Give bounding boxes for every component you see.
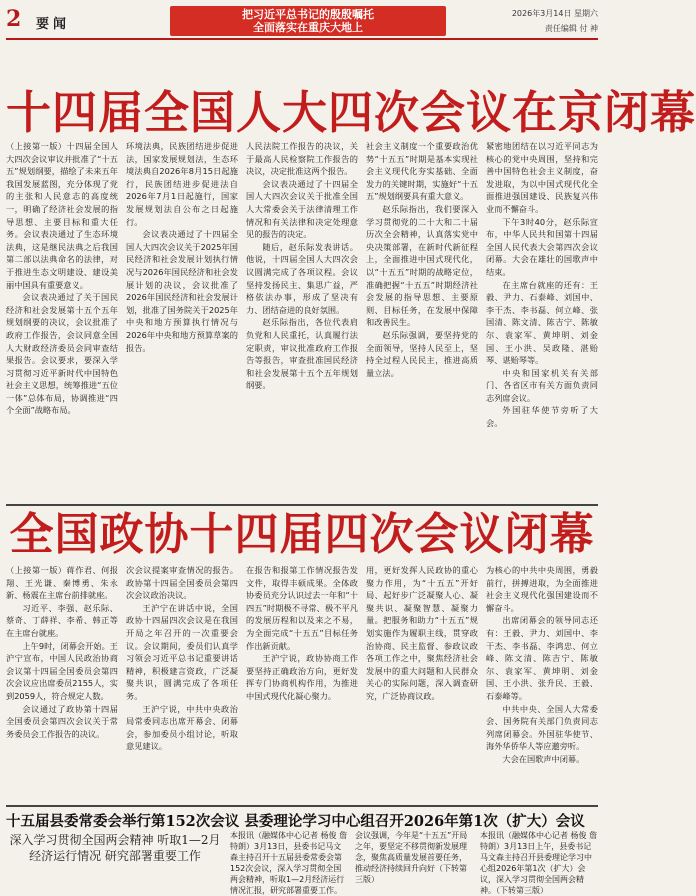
article-cppcc-column — [486, 564, 598, 800]
paragraph: 赵乐际指出，我们要深入学习贯彻党的二十大和二十届历次全会精神，认真落实党中央决策部署，在新时代新征程上，全面推进中国式现代化，以“十五五”时期的战略定位，准确把握“十五五”时期经济社会发展的指导思想、主要原则、目标任务，在发展中保障和改善民生。 — [366, 203, 478, 328]
paragraph: 王沪宁说，中共中央政治局常委同志出席开幕会、闭幕会，参加委员小组讨论，听取意见建议。 — [126, 703, 238, 752]
headline-county: 十五届县委常委会举行第152次会议 县委理论学习中心组召开2026年第1次（扩大）会议 — [6, 813, 585, 830]
issue-date: 2026年3月14日 星期六 — [511, 9, 598, 18]
paragraph: 赵乐际强调，要坚持党的全面领导，坚持人民至上，坚持全过程人民民主，推进高质量立法。 — [366, 329, 478, 378]
paragraph: 次会议提案审查情况的报告。政协第十四届全国委员会第四次会议政治决议。 — [126, 565, 238, 601]
section-name: 要闻 — [36, 17, 71, 32]
article-cppcc-column — [6, 564, 118, 800]
article-npc-column — [246, 140, 358, 498]
paragraph: 王沪宁说，政协协商工作要坚持正确政治方向，更好发挥专门协商机构作用，为推进中国式现代化凝心聚力。 — [246, 653, 358, 701]
paragraph: 会议表决通过了十四届全国人大四次会议关于批准全国人大常委会关于法律清理工作情况和有关法律和决定处理意见的报告的决定。 — [246, 178, 358, 240]
paragraph: 在报告和报第工作情况报告发文件，取得丰硕成果。全体政协委员充分认识过去一年和“十四五”时期极不寻常、极不平凡的发展历程和以及来之不易，为全面完成“十五五”目标任务作出新贡献。 — [246, 565, 358, 651]
paragraph: 上午9时，闭幕会开始。王沪宁宣布，中国人民政治协商会议第十四届全国委员会第四次会议应出席委员2155人，实到2059人，符合规定人数。 — [6, 640, 118, 701]
paragraph: 大会在国歌声中闭幕。 — [502, 753, 585, 764]
paragraph: 习近平、李强、赵乐际、蔡奇、丁薛祥、李希、韩正等在主席台就座。 — [6, 602, 118, 638]
editor-credit: 责任编辑 付 神 — [544, 24, 598, 33]
article-cppcc-column — [366, 564, 478, 800]
headline-npc: 十四届全国人大四次会议在京闭幕 — [6, 86, 696, 139]
paragraph: 环境法典，民族团结进步促进法，国家发展规划法，生态环境法典自2026年8月15日起施行，民族团结进步促进法自2026年7月1日起施行，国家发展规划法自公布之日起施行。 — [126, 141, 238, 227]
article-cppcc-column — [126, 564, 238, 800]
article-npc-body — [6, 140, 598, 498]
paragraph: 外国驻华使节旁听了大会。 — [486, 405, 598, 429]
article-npc-column — [6, 140, 118, 498]
paragraph: 用，更好发挥人民政协的重心聚力作用，为“十五五”开好局、起好步广泛凝聚人心、凝聚共识、凝聚智慧、凝聚力量。把服务和助力“十五五”规划实施作为履职主线，贯穿政治协商、民主监督、参政议政各项工作之中，聚焦经济社会发展中的重大问题和人民群众关心的实际问题，深入调查研究，广泛协商议政。 — [366, 565, 478, 701]
paragraph: 人民法院工作报告的决议，关于最高人民检察院工作报告的决议，决定批准这两个报告。 — [246, 141, 358, 177]
subheadline-county: 深入学习贯彻全国两会精神 听取1—2月经济运行情况 研究部署重要工作 — [9, 833, 221, 863]
paragraph: 会议表决通过了十四届全国人大四次会议关于2025年国民经济和社会发展计划执行情况与2026年国民经济和社会发展计划的决议，会议批准了2026年国民经济和社会发展计划，批准了国务院关于2025年中央和地方预算执行情况与2026年中央和地方预算草案的报告。 — [126, 229, 238, 353]
article-county-column: 本报讯（融媒体中心记者 杨俊 詹特朗）3月13日上午，县委书记马文森主持召开县委理论学习中心组2026年第1次（扩大）会议，深入学习贯彻全国两会精神。（下转第三版） — [480, 831, 598, 895]
paragraph: 随后，赵乐际发表讲话。他说，十四届全国人大四次会议圆满完成了各项议程。会议坚持发扬民主、集思广益，严格依法办事，形成了坚决有力、团结奋进的良好氛围。 — [246, 241, 358, 315]
paragraph: （上接第一版）十四届全国人大四次会议审议并批准了“十五五”规划纲要，描绘了未来五年我国发展蓝图，充分体现了党的主张和人民意志的高度统一，明确了经济社会发展的指导思想、主要目标和重大任务。会议表决通过了生态环境法典，这是继民法典之后我国第二部以法典命名的法律，对于推进生态文明建设、建设美丽中国具有重要意义。 — [6, 141, 118, 290]
article-county-body — [230, 830, 598, 895]
article-county-column: 会议强调，今年是“十五五”开局之年，要坚定不移贯彻新发展理念，聚焦高质量发展首要任务，推动经济持续回升向好（下转第三版） — [355, 831, 468, 884]
banner-line-1: 把习近平总书记的殷殷嘱托 — [242, 8, 374, 21]
paragraph: 社会主义制度一个重要政治优势“十五五”时期是基本实现社会主义现代化夯实基础、全面发力的关键时期，实施好“十五五”规划纲要具有重大意义。 — [366, 141, 478, 202]
paragraph: 为核心的中共中央周围，勇毅前行，拼搏进取，为全面推进社会主义现代化强国建设而不懈奋斗。 — [486, 565, 598, 613]
paragraph: 中央和国家机关有关部门、各省区市有关方面负责同志列席会议。 — [486, 367, 598, 403]
article-cppcc-column — [246, 564, 358, 800]
article-npc-column — [126, 140, 238, 498]
paragraph: 在主席台就座的还有：王毅、尹力、石泰峰、刘国中、李干杰、李书磊、何立峰、张国清、陈文清、陈吉宁、陈敏尔、袁家军、黄坤明、刘金国、王小洪、吴政隆、湛贻琴、谌贻琴等。 — [486, 279, 598, 366]
paragraph: 王沪宁在讲话中说，全国政协十四届四次会议是在我国开局之年召开的一次重要会议。会议期间，委员们认真学习领会习近平总书记重要讲话精神，积极建言资政，广泛凝聚共识，圆满完成了各项任务。 — [126, 602, 238, 701]
paragraph: （上接第一版）蒋作君、何报翔、王光谦、秦博勇、朱永新、杨震在主席台前排就座。 — [6, 565, 118, 601]
header-rule — [6, 38, 598, 40]
paragraph: 紧密地团结在以习近平同志为核心的党中央周围，坚持和完善中国特色社会主义制度，奋发进取，为以中国式现代化全面推进强国建设、民族复兴伟业而不懈奋斗。 — [486, 141, 598, 214]
headline-cppcc: 全国政协十四届四次会议闭幕 — [9, 509, 595, 560]
slogan-banner — [170, 6, 446, 36]
paragraph: 中共中央、全国人大常委会、国务院有关部门负责同志列席闭幕会。外国驻华使节、海外华侨华人等应邀旁听。 — [486, 703, 598, 752]
paragraph: 会议通过了政协第十四届全国委员会第四次会议关于常务委员会工作报告的决议。 — [6, 703, 118, 739]
article-county-column: 本报讯（融媒体中心记者 杨俊 詹特朗）3月13日，县委书记马文森主持召开十五届县委常委会第152次会议，深入学习贯彻全国两会精神，听取1—2月经济运行情况汇报，研究部署重要工作。 — [230, 831, 348, 895]
paragraph: 赵乐际指出，各位代表肩负党和人民重托，认真履行法定职责，审议批准政府工作报告等报告，审查批准国民经济和社会发展第十五个五年规划纲要。 — [246, 317, 358, 391]
article-npc-column — [486, 140, 598, 498]
banner-line-2: 全面落实在重庆大地上 — [253, 21, 363, 34]
dateline — [512, 8, 598, 34]
paragraph: 出席闭幕会的领导同志还有：王毅、尹力、刘国中、李干杰、李书磊、李鸿忠、何立峰、陈文清、陈吉宁、陈敏尔、袁家军、黄坤明、刘金国、王小洪、张升民、王毅、石泰峰等。 — [486, 615, 598, 701]
section-divider — [6, 504, 598, 506]
page-number: 2 — [6, 6, 22, 32]
paragraph: 会议表决通过了关于国民经济和社会发展第十五个五年规划纲要的决议，会议批准了政府工作报告，会议同意全国人大财政经济委员会同审查结果报告。会议要求，要深入学习贯彻习近平新时代中国特色社会主义思想，统筹推进“五位一体”总体布局，协调推进“四个全面”战略布局。 — [6, 292, 118, 416]
article-npc-column — [366, 140, 478, 498]
section-divider — [6, 805, 598, 807]
page-header — [6, 6, 598, 36]
article-cppcc-body — [6, 564, 598, 800]
paragraph: 下午3时40分，赵乐际宣布，中华人民共和国第十四届全国人民代表大会第四次会议闭幕。大会在雄壮的国歌声中结束。 — [486, 216, 598, 277]
